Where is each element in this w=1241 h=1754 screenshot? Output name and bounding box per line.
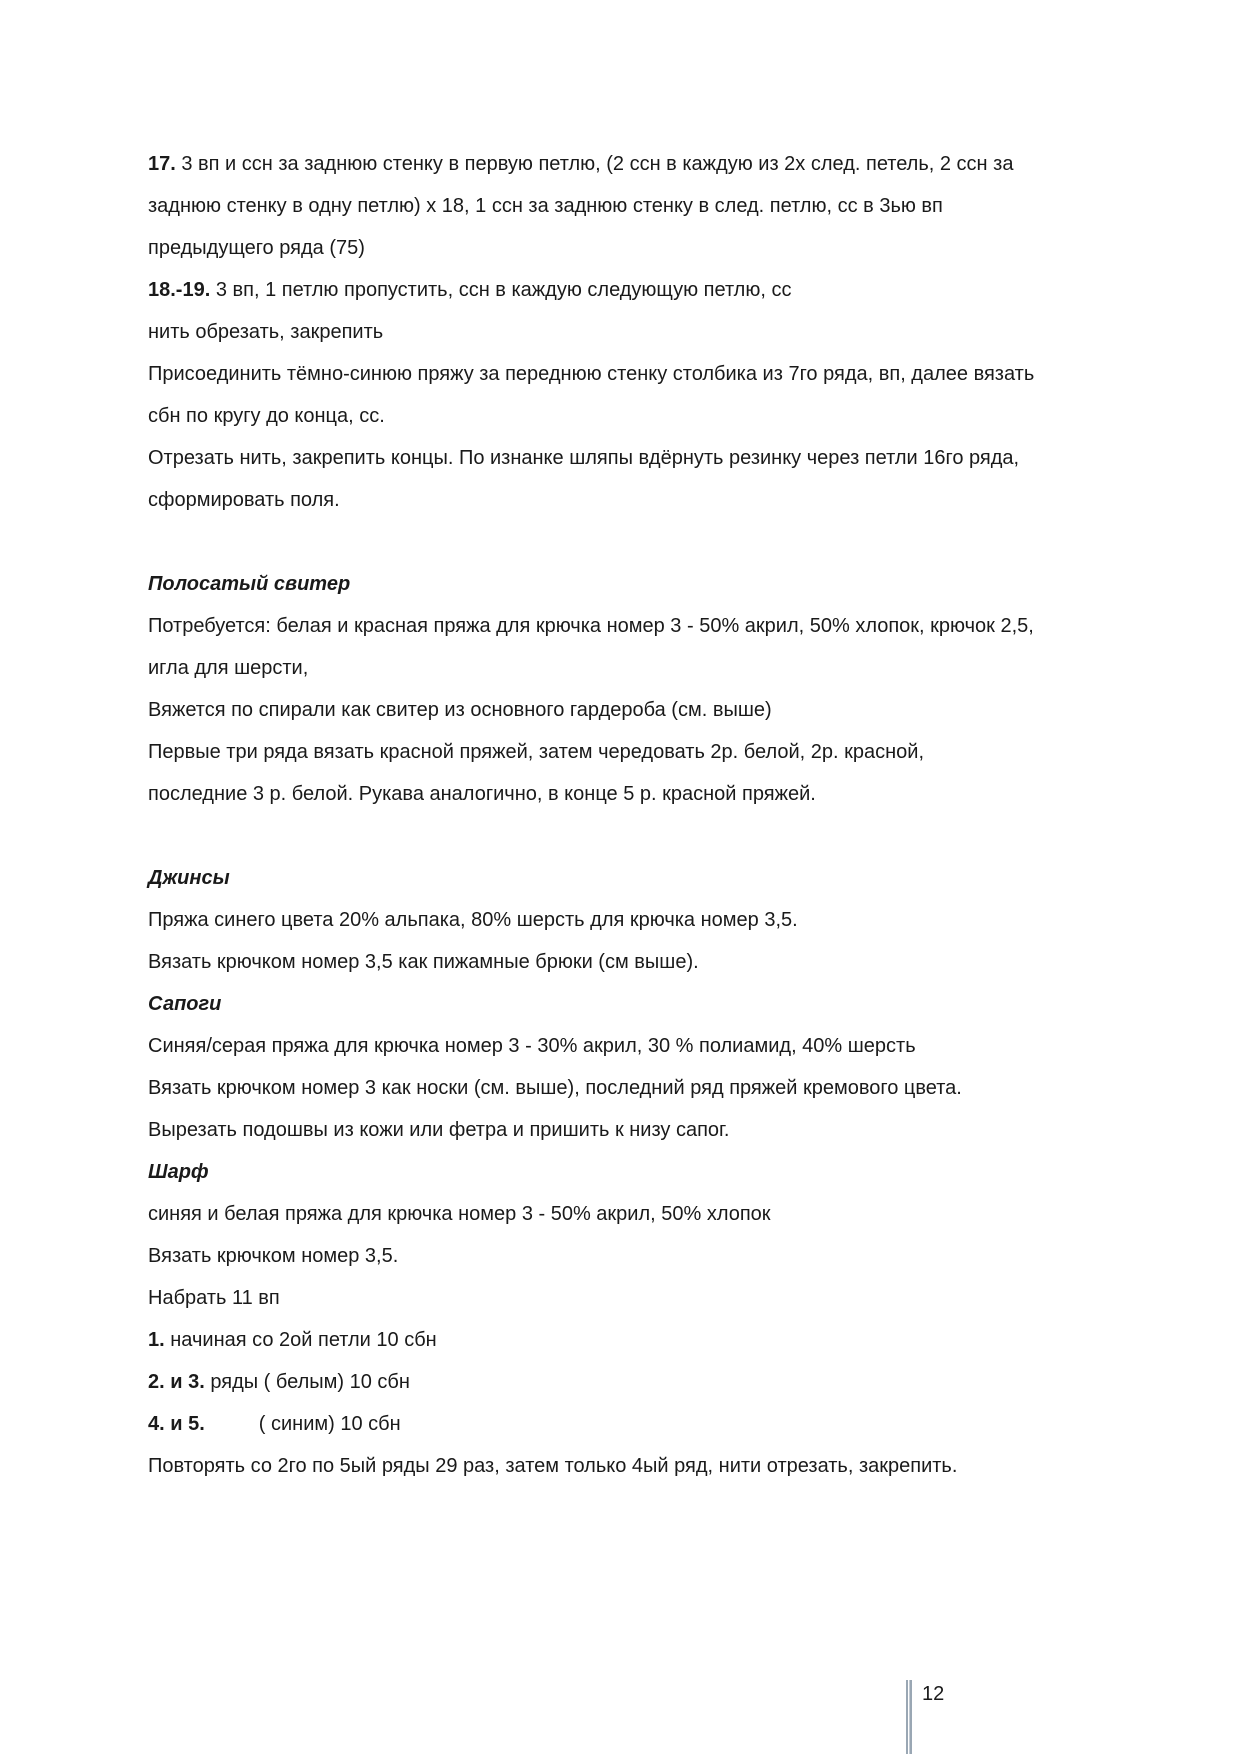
row-18-line-2: нить обрезать, закрепить [148, 321, 384, 343]
scarf-line-1: синяя и белая пряжа для крючка номер 3 - 50% акрил, 50% хлопок [148, 1203, 771, 1225]
section-title-sweater: Полосатый свитер [148, 573, 351, 595]
section-title-jeans: Джинсы [148, 867, 230, 889]
boots-line-1: Синяя/серая пряжа для крючка номер 3 - 30% акрил, 30 % полиамид, 40% шерсть [148, 1035, 916, 1057]
scarf-row-1 [148, 1319, 1108, 1361]
sweater-line-2: игла для шерсти, [148, 657, 309, 679]
spacer [148, 521, 1108, 563]
scarf-row-3 [148, 1403, 1108, 1445]
row-18-line-4: сбн по кругу до конца, сс. [148, 405, 385, 427]
sweater-line-4: Первые три ряда вязать красной пряжей, затем чередовать 2р. белой, 2р. красной, [148, 741, 925, 763]
row-18-line-6: сформировать поля. [148, 489, 340, 511]
sweater-line-1: Потребуется: белая и красная пряжа для крючка номер 3 - 50% акрил, 50% хлопок, крючок 2,5, [148, 615, 1034, 637]
section-title-scarf: Шарф [148, 1161, 209, 1183]
spacer [148, 815, 1108, 857]
footer-divider-inner [909, 1680, 910, 1754]
row-18-line-5: Отрезать нить, закрепить концы. По изнанке шляпы вдёрнуть резинку через петли 16го ряда, [148, 447, 1020, 469]
jeans-line-2: Вязать крючком номер 3,5 как пижамные брюки (см выше). [148, 951, 699, 973]
sweater-line-3: Вяжется по спирали как свитер из основного гардероба (см. выше) [148, 699, 772, 721]
page-number: 12 [922, 1683, 945, 1705]
row-text: ряды ( белым) 10 сбн [204, 1371, 410, 1393]
page-content [148, 143, 1108, 1487]
row-17-line-1 [148, 143, 1108, 185]
row-number: 4. и 5. [148, 1413, 205, 1435]
section-title-boots: Сапоги [148, 993, 222, 1015]
scarf-final-line: Повторять со 2го по 5ый ряды 29 раз, затем только 4ый ряд, нити отрезать, закрепить. [148, 1455, 958, 1477]
row-number: 2. и 3. [148, 1371, 205, 1393]
scarf-line-3: Набрать 11 вп [148, 1287, 280, 1309]
row-text: 3 вп и ссн за заднюю стенку в первую петлю, (2 ссн в каждую из 2х след. петель, 2 ссн за [175, 153, 1014, 175]
row-text: 3 вп, 1 петлю пропустить, ссн в каждую следующую петлю, сс [210, 279, 792, 301]
row-number: 1. [148, 1329, 165, 1351]
row-18-line-1 [148, 269, 1108, 311]
row-18-line-3: Присоединить тёмно-синюю пряжу за переднюю стенку столбика из 7го ряда, вп, далее вязать [148, 363, 1035, 385]
row-number: 18.-19. [148, 279, 211, 301]
boots-line-3: Вырезать подошвы из кожи или фетра и пришить к низу сапог. [148, 1119, 730, 1141]
row-text: ( синим) 10 сбн [258, 1413, 401, 1435]
row-17-line-2: заднюю стенку в одну петлю) х 18, 1 ссн за заднюю стенку в след. петлю, сс в 3ью вп [148, 195, 943, 217]
jeans-line-1: Пряжа синего цвета 20% альпака, 80% шерсть для крючка номер 3,5. [148, 909, 798, 931]
row-text: начиная со 2ой петли 10 сбн [164, 1329, 437, 1351]
sweater-line-5: последние 3 р. белой. Рукава аналогично, в конце 5 р. красной пряжей. [148, 783, 816, 805]
scarf-row-2 [148, 1361, 1108, 1403]
scarf-line-2: Вязать крючком номер 3,5. [148, 1245, 399, 1267]
boots-line-2: Вязать крючком номер 3 как носки (см. выше), последний ряд пряжей кремового цвета. [148, 1077, 962, 1099]
footer-divider [906, 1680, 912, 1754]
row-17-line-3: предыдущего ряда (75) [148, 237, 365, 259]
row-number: 17. [148, 153, 176, 175]
